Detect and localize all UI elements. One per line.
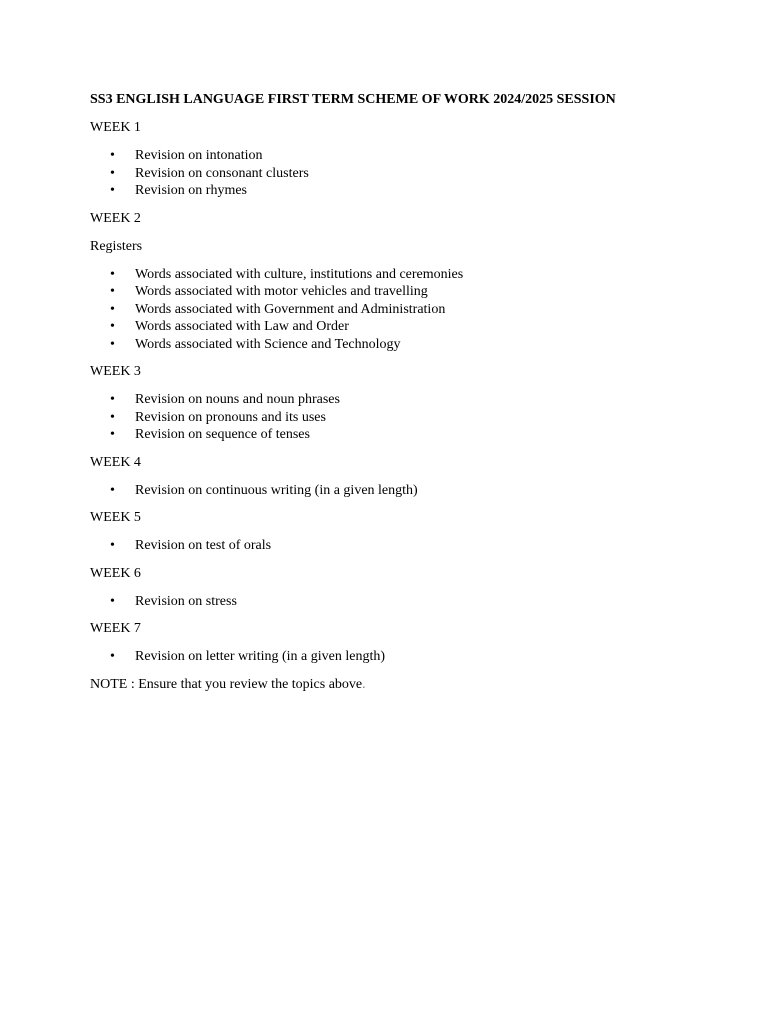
review-note — [90, 676, 710, 694]
list-item — [90, 336, 710, 354]
bullet-icon: • — [110, 148, 115, 163]
topic-list — [90, 266, 710, 354]
list-item — [90, 266, 710, 284]
topic-list — [90, 537, 710, 555]
list-item — [90, 409, 710, 427]
topic-list — [90, 147, 710, 200]
week-heading: WEEK 5 — [90, 510, 141, 525]
topic-text: Revision on rhymes — [135, 183, 247, 198]
bullet-icon: • — [110, 165, 115, 181]
week-heading: WEEK 6 — [90, 565, 141, 581]
list-item — [90, 283, 710, 301]
topic-text: Revision on consonant clusters — [135, 165, 309, 181]
topic-text: Words associated with Science and Technology — [135, 336, 401, 352]
list-item — [90, 182, 710, 200]
list-item — [90, 537, 710, 555]
bullet-icon: • — [110, 301, 115, 317]
list-item — [90, 318, 710, 336]
list-item — [90, 301, 710, 319]
topic-text: Words associated with motor vehicles and travelling — [135, 284, 428, 299]
note-text: NOTE : Ensure that you review the topics above — [90, 676, 363, 692]
topic-list — [90, 391, 710, 444]
week-heading: WEEK 3 — [90, 364, 141, 379]
note-period: . — [362, 676, 366, 692]
list-item — [90, 165, 710, 183]
document-body — [90, 91, 710, 704]
bullet-icon: • — [110, 593, 115, 609]
bullet-icon: • — [110, 336, 115, 352]
bullet-icon: • — [110, 266, 115, 282]
topic-list — [90, 593, 710, 611]
week-heading: WEEK 4 — [90, 454, 141, 470]
bullet-icon: • — [110, 538, 115, 553]
week-heading: WEEK 2 — [90, 210, 141, 226]
bullet-icon: • — [110, 409, 115, 425]
list-item — [90, 648, 710, 666]
bullet-icon: • — [110, 284, 115, 299]
bullet-icon: • — [110, 649, 115, 664]
week-heading: WEEK 7 — [90, 621, 141, 636]
topic-list — [90, 648, 710, 666]
document-title: SS3 ENGLISH LANGUAGE FIRST TERM SCHEME OF WORK 2024/2025 SESSION — [90, 92, 616, 107]
list-item — [90, 147, 710, 165]
topic-text: Revision on pronouns and its uses — [135, 409, 326, 425]
topic-text: Revision on test of orals — [135, 538, 272, 553]
bullet-icon: • — [110, 183, 115, 198]
topic-text: Revision on stress — [135, 593, 237, 609]
section-subheading: Registers — [90, 238, 143, 254]
topic-list — [90, 482, 710, 500]
bullet-icon: • — [110, 482, 115, 498]
list-item — [90, 482, 710, 500]
week-heading: WEEK 1 — [90, 120, 141, 135]
topic-text: Revision on nouns and noun phrases — [135, 392, 340, 407]
topic-text: Revision on sequence of tenses — [135, 427, 310, 442]
list-item — [90, 593, 710, 611]
topic-text: Words associated with Law and Order — [135, 319, 349, 334]
bullet-icon: • — [110, 392, 115, 407]
topic-text: Words associated with Government and Administration — [135, 301, 446, 317]
topic-text: Revision on letter writing (in a given length) — [135, 649, 386, 664]
list-item — [90, 426, 710, 444]
bullet-icon: • — [110, 319, 115, 334]
topic-text: Revision on intonation — [135, 148, 263, 163]
list-item — [90, 391, 710, 409]
bullet-icon: • — [110, 427, 115, 442]
topic-text: Words associated with culture, institutions and ceremonies — [135, 266, 464, 282]
topic-text: Revision on continuous writing (in a given length) — [135, 482, 418, 498]
